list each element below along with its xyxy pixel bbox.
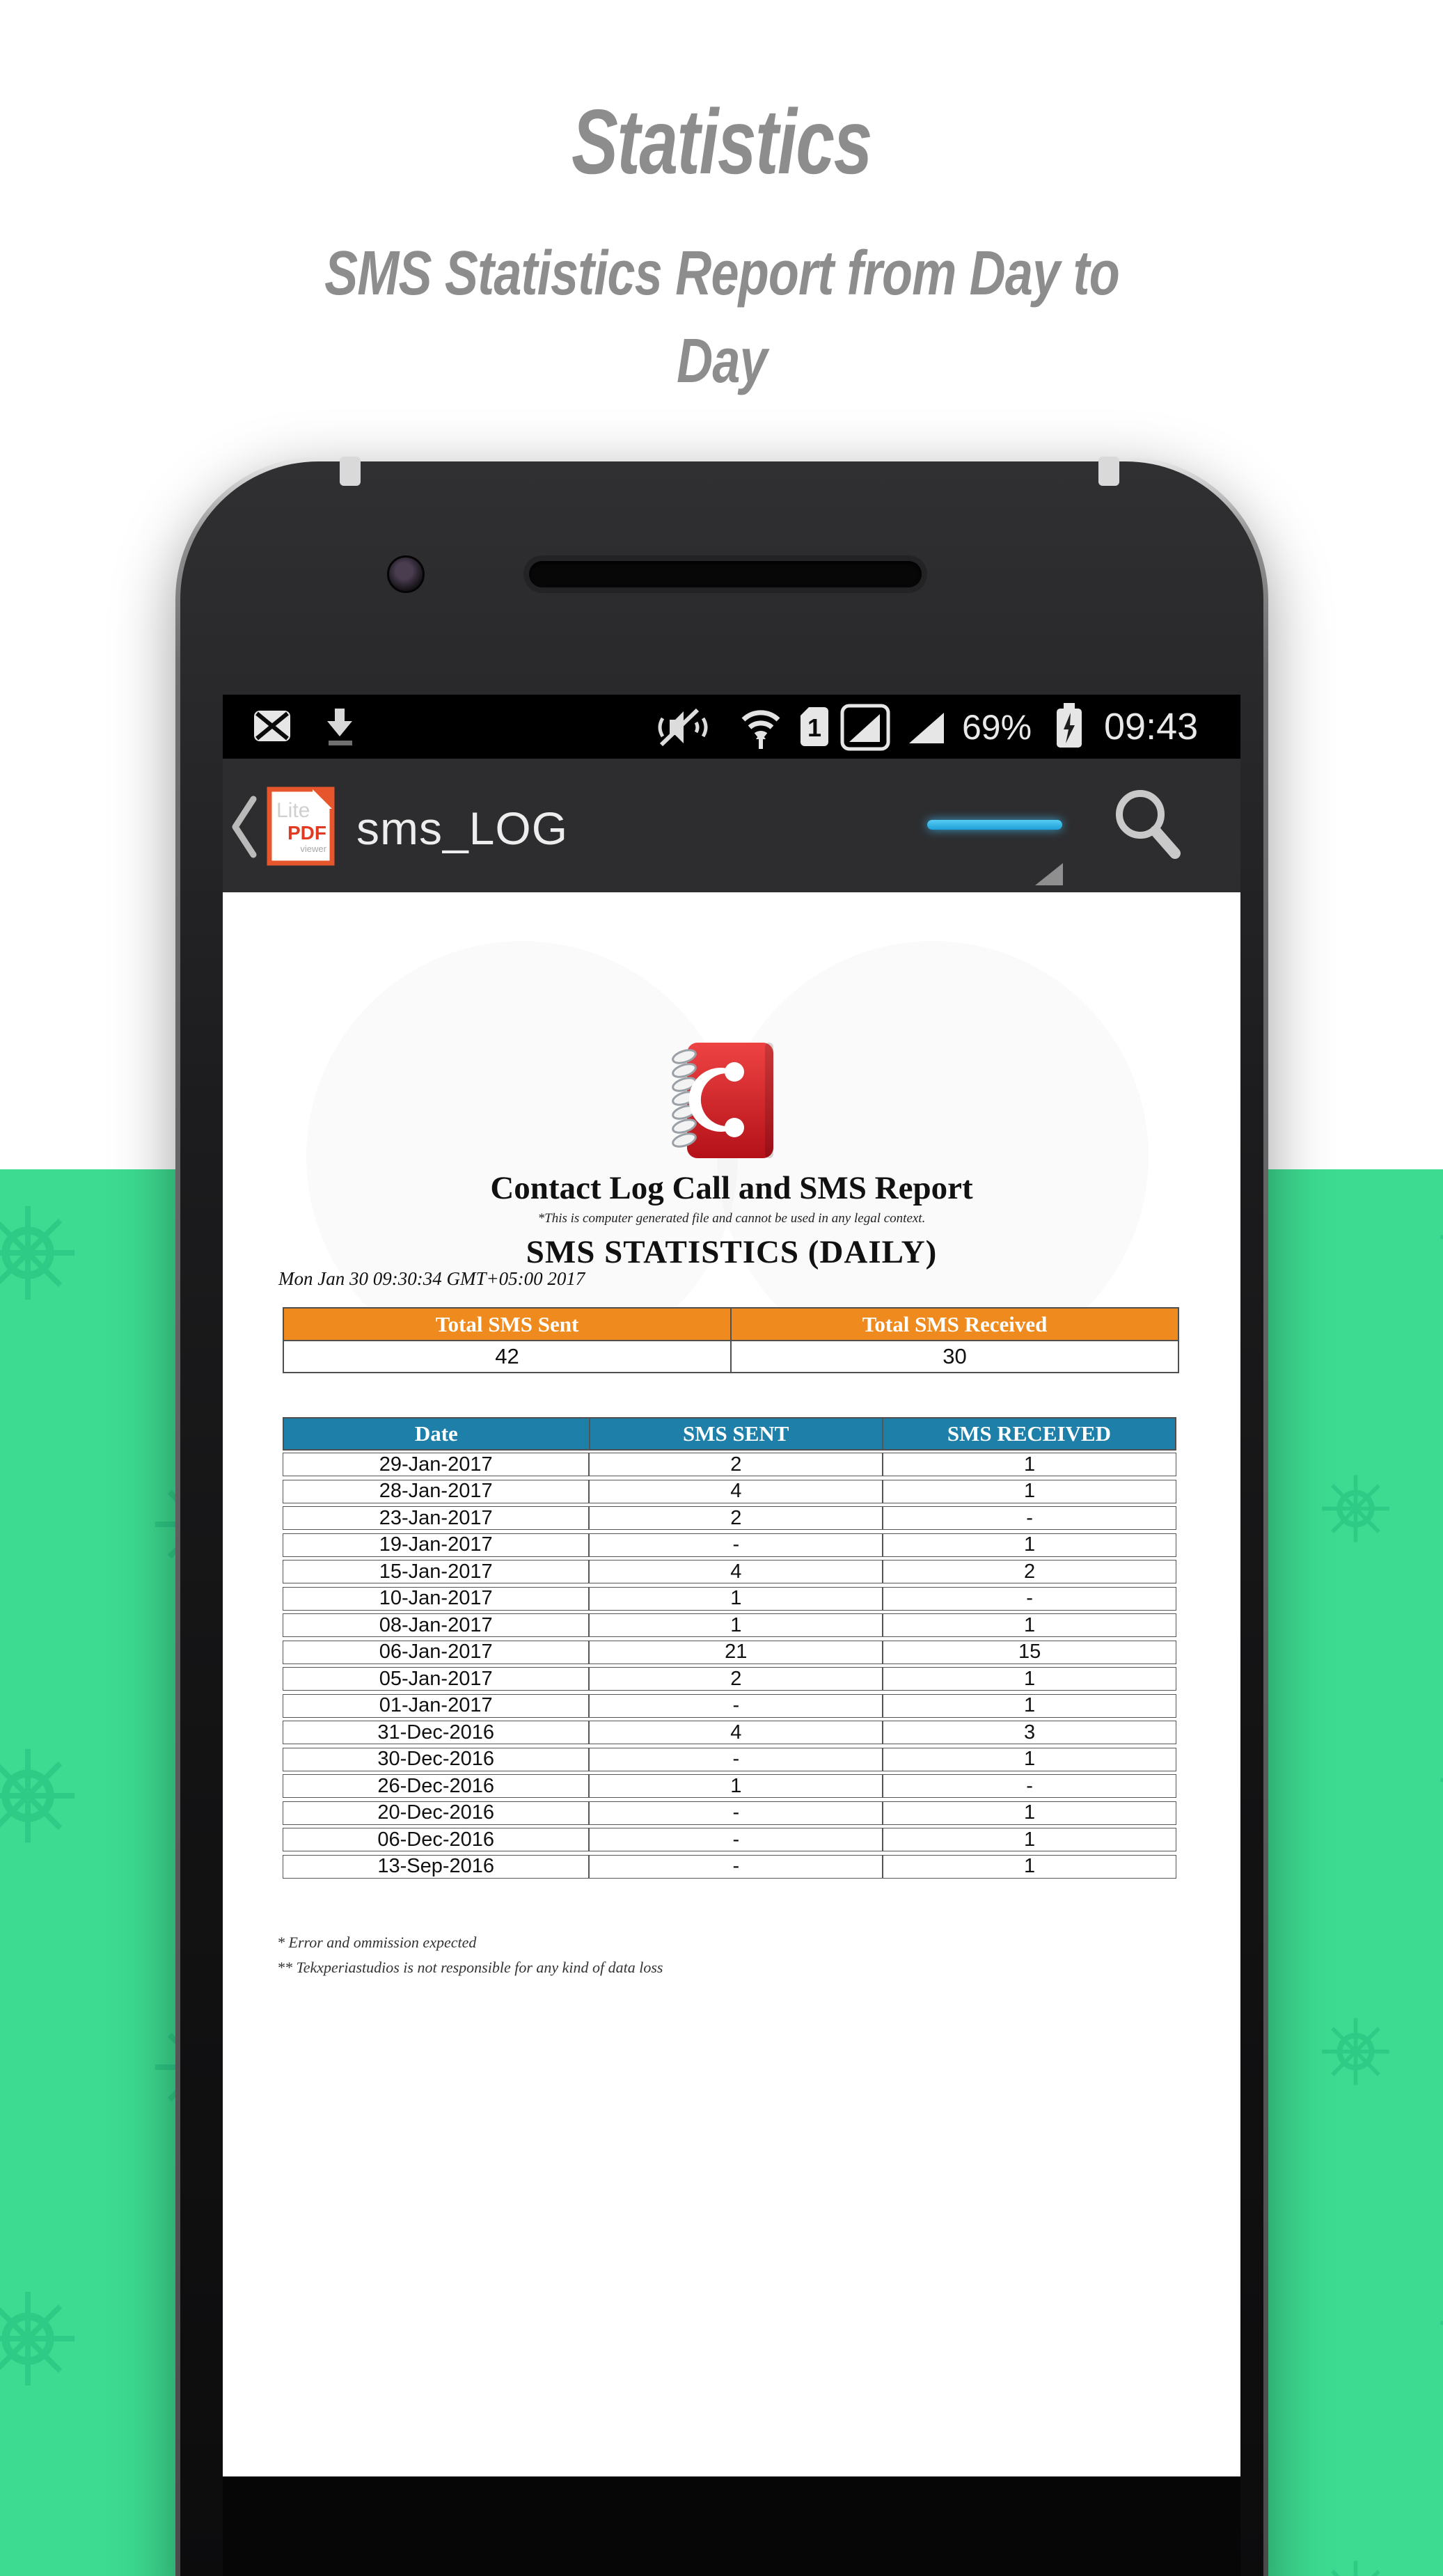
cell-sms-received: 1 xyxy=(882,1480,1176,1503)
svg-text:1: 1 xyxy=(807,713,822,742)
table-row xyxy=(283,1801,1176,1825)
table-row xyxy=(283,1828,1176,1851)
cell-date: 20-Dec-2016 xyxy=(377,1801,494,1824)
page-title: Statistics xyxy=(571,90,872,193)
table-row xyxy=(283,1453,1176,1476)
cell-sms-received: 1 xyxy=(882,1453,1176,1476)
screen-bottom-filler xyxy=(223,2476,1240,2576)
cell-date: 23-Jan-2017 xyxy=(379,1506,493,1529)
table-row xyxy=(283,1506,1176,1530)
back-button[interactable] xyxy=(228,795,259,859)
cell-date: 28-Jan-2017 xyxy=(379,1480,493,1502)
progress-slider[interactable] xyxy=(927,820,1062,830)
cell-sms-received: 1 xyxy=(882,1828,1176,1851)
cell-date: 13-Sep-2016 xyxy=(377,1855,495,1877)
daily-table-rows xyxy=(283,1453,1176,1879)
cell-sms-sent: 1 xyxy=(588,1775,882,1797)
table-row xyxy=(283,1641,1176,1664)
pdf-icon-line3: viewer xyxy=(300,844,326,854)
clock-time: 09:43 xyxy=(1104,706,1199,748)
cell-sms-sent: 2 xyxy=(588,1453,882,1476)
summary-value-sent: 42 xyxy=(495,1344,519,1368)
cell-date: 08-Jan-2017 xyxy=(379,1613,493,1636)
cell-sms-sent: - xyxy=(588,1802,882,1824)
vibrate-icon xyxy=(654,706,711,749)
summary-value-received: 30 xyxy=(730,1341,1178,1372)
cell-date: 06-Jan-2017 xyxy=(379,1641,493,1663)
table-row xyxy=(283,1613,1176,1637)
summary-table xyxy=(283,1307,1179,1373)
table-row xyxy=(283,1694,1176,1718)
daily-table-header xyxy=(283,1417,1176,1451)
cell-date: 10-Jan-2017 xyxy=(379,1587,493,1609)
report-disclaimer: *This is computer generated file and cannot be used in any legal context. xyxy=(537,1211,926,1226)
cell-sms-sent: 1 xyxy=(588,1588,882,1610)
pdf-icon-line2: PDF xyxy=(287,822,326,844)
table-row xyxy=(283,1748,1176,1771)
sim1-icon xyxy=(799,706,830,748)
cell-sms-received: 1 xyxy=(882,1695,1176,1717)
cell-sms-received: 1 xyxy=(882,1802,1176,1824)
search-button[interactable] xyxy=(1108,785,1192,869)
app-toolbar xyxy=(223,759,1240,892)
roaming-signal-icon xyxy=(839,703,891,752)
front-camera xyxy=(387,555,425,593)
daily-header-received: SMS RECEIVED xyxy=(882,1419,1175,1449)
cell-sms-received: - xyxy=(882,1588,1176,1610)
cell-date: 30-Dec-2016 xyxy=(377,1748,494,1770)
table-row xyxy=(283,1774,1176,1798)
footnote-1: * Error and ommission expected xyxy=(277,1934,477,1951)
cell-sms-sent: 4 xyxy=(588,1480,882,1503)
cell-sms-sent: 21 xyxy=(588,1641,882,1664)
report-generated-at: Mon Jan 30 09:30:34 GMT+05:00 2017 xyxy=(278,1268,585,1289)
battery-percent: 69% xyxy=(962,708,1032,747)
email-icon xyxy=(253,710,291,742)
earpiece-speaker xyxy=(523,555,927,593)
table-row xyxy=(283,1721,1176,1744)
cell-sms-received: - xyxy=(882,1507,1176,1529)
table-row xyxy=(283,1533,1176,1557)
cell-sms-received: 1 xyxy=(882,1856,1176,1878)
cell-date: 15-Jan-2017 xyxy=(379,1560,493,1583)
summary-table-values xyxy=(284,1340,1178,1372)
antenna-line-left xyxy=(340,457,361,486)
summary-header-received: Total SMS Received xyxy=(730,1309,1178,1340)
cell-sms-received: 1 xyxy=(882,1534,1176,1556)
resize-handle-triangle[interactable] xyxy=(1035,863,1063,885)
battery-charging-icon xyxy=(1055,703,1083,749)
cell-date: 05-Jan-2017 xyxy=(379,1667,493,1690)
contact-log-app-icon xyxy=(666,1038,779,1162)
cell-date: 06-Dec-2016 xyxy=(377,1828,494,1851)
cell-sms-sent: 4 xyxy=(588,1560,882,1583)
cell-sms-sent: 1 xyxy=(588,1614,882,1636)
cell-sms-sent: - xyxy=(588,1534,882,1556)
cell-sms-received: 1 xyxy=(882,1668,1176,1690)
cell-sms-sent: 2 xyxy=(588,1507,882,1529)
cell-sms-received: 1 xyxy=(882,1614,1176,1636)
cell-sms-sent: - xyxy=(588,1748,882,1771)
cell-sms-received: 1 xyxy=(882,1748,1176,1771)
document-title: sms_LOG xyxy=(356,803,569,854)
table-row xyxy=(283,1587,1176,1611)
cell-sms-sent: - xyxy=(588,1856,882,1878)
report-section-title: SMS STATISTICS (DAILY) xyxy=(526,1234,938,1270)
daily-header-sent: SMS SENT xyxy=(589,1419,882,1449)
cell-date: 26-Dec-2016 xyxy=(377,1774,494,1797)
cell-date: 19-Jan-2017 xyxy=(379,1533,493,1556)
cell-date: 01-Jan-2017 xyxy=(379,1694,493,1716)
cell-sms-sent: 2 xyxy=(588,1668,882,1690)
report-header-title: Contact Log Call and SMS Report xyxy=(490,1170,973,1206)
cell-sms-sent: - xyxy=(588,1695,882,1717)
page-subtitle: SMS Statistics Report from Day to Day xyxy=(324,239,1119,396)
pdf-page xyxy=(223,892,1240,2476)
daily-table xyxy=(283,1417,1176,1881)
table-row xyxy=(283,1667,1176,1691)
cell-date: 29-Jan-2017 xyxy=(379,1453,493,1476)
download-icon xyxy=(324,707,361,746)
pdf-icon-line1: Lite xyxy=(276,799,310,822)
table-row xyxy=(283,1480,1176,1503)
signal-icon xyxy=(906,710,947,746)
daily-header-date: Date xyxy=(414,1421,458,1446)
phone-screen xyxy=(223,695,1240,2576)
table-row xyxy=(283,1855,1176,1879)
summary-table-header xyxy=(284,1309,1178,1340)
antenna-line-right xyxy=(1098,457,1119,486)
table-row xyxy=(283,1560,1176,1583)
footnote-2: ** Tekxperiastudios is not responsible for any kind of data loss xyxy=(277,1959,663,1976)
cell-sms-received: - xyxy=(882,1775,1176,1797)
cell-sms-sent: - xyxy=(588,1828,882,1851)
pdf-viewer-app-icon xyxy=(267,787,335,866)
cell-sms-received: 3 xyxy=(882,1721,1176,1744)
cell-sms-sent: 4 xyxy=(588,1721,882,1744)
wifi-icon xyxy=(739,704,782,752)
status-bar xyxy=(223,695,1240,759)
cell-sms-received: 15 xyxy=(882,1641,1176,1664)
cell-sms-received: 2 xyxy=(882,1560,1176,1583)
summary-header-sent: Total SMS Sent xyxy=(435,1311,579,1336)
cell-date: 31-Dec-2016 xyxy=(377,1721,494,1744)
